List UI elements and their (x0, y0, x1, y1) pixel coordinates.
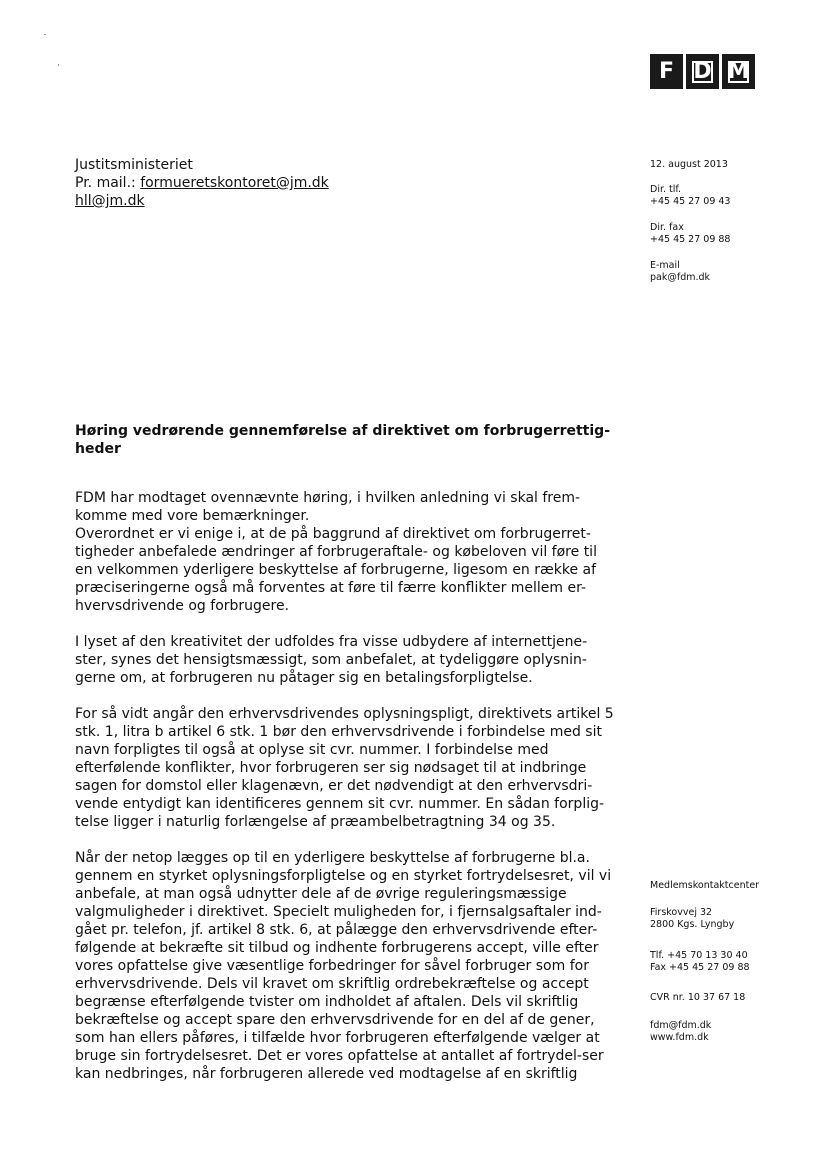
email-block (650, 260, 710, 284)
dir-tlf: +45 45 27 09 43 (650, 196, 731, 207)
email-address: pak@fdm.dk (650, 272, 711, 283)
cvr-number: CVR nr. 10 37 67 18 (650, 992, 746, 1003)
recipient-mail-line (75, 174, 329, 192)
phone: Tlf. +45 70 13 30 40 (650, 950, 748, 961)
web-email: fdm@fdm.dk (650, 1020, 712, 1031)
scan-speck (58, 64, 59, 66)
city: 2800 Kgs. Lyngby (650, 919, 735, 930)
fdm-logo (650, 54, 755, 89)
mail-prefix: Pr. mail.: (75, 175, 141, 191)
recipient-name: Justitsministeriet (75, 157, 193, 173)
logo-letter-m: M (722, 54, 755, 89)
paragraph: Når der netop lægges op til en yderligere beskyttelse af forbrugerne bl.a. gennem en styrket oplysningsforpligtelse og en styrket fortrydelsesret, vil vi anbefale, at man også udnytter dele af de øvrige reguleringsmæssige valgmuligheder i direktivet. Specielt muligheden for, i fjernsalgsaftaler ind-gået pr. telefon, jf. artikel 8 stk. 6, at pålægge den erhvervsdrivende efter-følgende at bekræfte sit tilbud og indhente forbrugerens accept, ville efter vores opfattelse give væsentlige forbedringer for såvel forbruger som for erhvervsdrivende. Dels vil kravet om skriftlig ordrebekræftelse og accept begrænse efterfølgende tvister om indholdet af aftalen. Dels vil skriftlig bekræftelse og accept spare den erhvervsdrivende for en del af de gener, som han ellers påføres, i tilfælde hvor forbrugeren efterfølgende vælger at bruge sin fortrydelsesret. Det er vores opfattelse at antallet af fortrydel-ser kan nedbringes, når forbrugeren allerede ved modtagelse af en skriftlig (75, 850, 612, 1082)
recipient-email-link-2[interactable]: hll@jm.dk (75, 193, 145, 209)
letter-body (75, 489, 615, 1101)
dir-fax-block (650, 222, 730, 246)
letter-date: 12. august 2013 (650, 159, 728, 170)
paragraph: For så vidt angår den erhvervsdrivendes oplysningspligt, direktivets artikel 5 stk. 1, litra b artikel 6 stk. 1 bør den erhvervsdrivende i forbindelse med sit navn forpligtes til også at oplyse sit cvr. nummer. I forbindelse med efterfølende konflikter, hvor forbrugeren ser sig nødsaget til at indbringe sagen for domstol eller klagenævn, er det nødvendigt at den erhvervsdri-vende entydigt kan identificeres gennem sit cvr. nummer. En sådan forplig-telse ligger i naturlig forlængelse af præambelbetragtning 34 og 35. (75, 706, 614, 830)
scan-speck (44, 34, 46, 35)
web-block (650, 1020, 711, 1044)
fax: Fax +45 45 27 09 88 (650, 962, 750, 973)
paragraph: I lyset af den kreativitet der udfoldes fra visse udbydere af internettjene-ster, synes det hensigtsmæssigt, som anbefalet, at tydeliggøre oplysnin-gerne om, at forbrugeren nu påtager sig en betalingsforpligtelse. (75, 634, 588, 686)
email-label: E-mail (650, 260, 680, 271)
dir-tlf-label: Dir. tlf. (650, 184, 682, 195)
paragraph: FDM har modtaget ovennævnte høring, i hvilken anledning vi skal frem-komme med vore bemærkninger. (75, 490, 581, 524)
recipient-email-link[interactable]: formueretskontoret@jm.dk (140, 175, 329, 191)
website: www.fdm.dk (650, 1032, 709, 1043)
member-center: Medlemskontaktcenter (650, 880, 760, 891)
address-block (650, 907, 734, 931)
paragraph: Overordnet er vi enige i, at de på baggrund af direktivet om forbrugerret-tigheder anbefalede ændringer af forbrugeraftale- og købeloven vil føre til en velkommen yderligere beskyttelse af forbrugerne, ligesom en række af præciseringerne også må forventes at føre til færre konflikter mellem er-hvervsdrivende og forbrugere. (75, 526, 597, 614)
logo-letter-d: D (686, 54, 719, 89)
phone-block (650, 950, 750, 974)
recipient-block (75, 156, 329, 210)
street: Firskovvej 32 (650, 907, 713, 918)
dir-fax-label: Dir. fax (650, 222, 684, 233)
dir-fax: +45 45 27 09 88 (650, 234, 731, 245)
subject-heading: Høring vedrørende gennemførelse af direktivet om forbrugerrettig-heder (75, 423, 611, 457)
dir-tlf-block (650, 184, 730, 208)
logo-letter-f: F (650, 54, 683, 89)
